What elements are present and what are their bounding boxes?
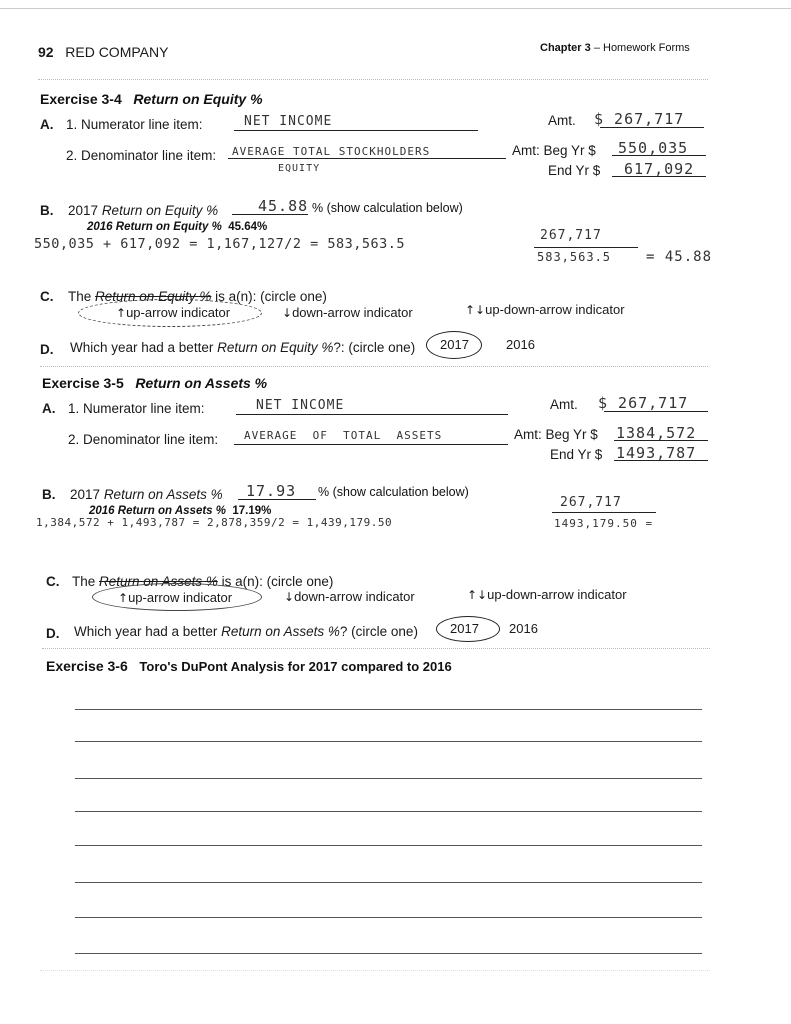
ex35-year-a[interactable]: 2017 xyxy=(450,621,479,636)
ex35-letter-c: C. xyxy=(46,574,60,589)
ex35-a2-value: AVERAGE OF TOTAL ASSETS xyxy=(244,429,443,442)
ex35-a2-line xyxy=(234,444,508,445)
ex36-title: Exercise 3-6 xyxy=(46,658,128,674)
ex34-a2-line xyxy=(228,158,506,159)
ex35-c-question: is a(n): (circle one) xyxy=(221,574,334,589)
ex34-year-b[interactable]: 2016 xyxy=(506,337,535,352)
ex34-b-2016 xyxy=(87,221,267,233)
ex36-subtitle: Toro's DuPont Analysis for 2017 compared to 2016 xyxy=(139,659,452,674)
ex35-d-pre: Which year had a better xyxy=(74,624,218,639)
ex34-subtitle: Return on Equity % xyxy=(133,91,263,107)
down-arrow-icon: ↓ xyxy=(282,306,293,320)
ex35-a2-label: 2. Denominator line item: xyxy=(68,432,219,447)
page-number: 92 xyxy=(38,44,54,60)
ex34-b-measure: Return on Equity % xyxy=(101,203,219,218)
ex34-frac-den: 583,563.5 xyxy=(537,250,612,264)
ex34-divider xyxy=(40,366,708,367)
ex34-letter-c: C. xyxy=(40,289,54,304)
ex35-end-label: End Yr $ xyxy=(550,447,603,462)
ex34-opt-down[interactable] xyxy=(282,305,413,320)
ex34-opt-up-label: up-arrow indicator xyxy=(126,305,231,320)
ex34-beg-value: 550,035 xyxy=(618,139,689,157)
ex34-beg-line xyxy=(612,155,706,156)
ex34-year-a[interactable]: 2017 xyxy=(440,337,469,352)
ex34-d-measure: Return on Equity % xyxy=(217,340,334,355)
answer-line-5[interactable] xyxy=(75,845,702,846)
ex35-opt-down-label: down-arrow indicator xyxy=(294,589,415,604)
ex34-d-line xyxy=(70,340,415,355)
ex34-frac-num: 267,717 xyxy=(540,228,602,243)
ex35-heading xyxy=(42,375,267,391)
ex34-b-2016-label: 2016 Return on Equity % xyxy=(87,221,222,233)
ex35-amt-line xyxy=(604,411,708,412)
ex34-end-value: 617,092 xyxy=(624,160,695,178)
ex34-b-year: 2017 xyxy=(68,203,99,218)
ex34-end-label: End Yr $ xyxy=(548,163,601,178)
ex35-a1-label: 1. Numerator line item: xyxy=(68,401,205,416)
ex34-a2-value-2: EQUITY xyxy=(278,163,321,174)
up-arrow-icon: ↑ xyxy=(116,306,127,320)
ex34-d-post: ?: (circle one) xyxy=(333,340,416,355)
ex35-letter-a: A. xyxy=(42,401,56,416)
top-scan-line xyxy=(0,8,791,9)
page-header xyxy=(38,44,168,60)
ex34-a1-value: NET INCOME xyxy=(244,114,333,129)
company-name: RED COMPANY xyxy=(65,44,169,60)
ex35-opt-up-label: up-arrow indicator xyxy=(128,590,233,605)
ex34-heading xyxy=(40,91,263,107)
ex34-amt-label: Amt. xyxy=(548,113,576,128)
ex35-year-b[interactable]: 2016 xyxy=(509,621,538,636)
ex35-frac-bar xyxy=(552,512,656,513)
down-arrow-icon: ↓ xyxy=(284,590,295,604)
ex35-d-post: ? (circle one) xyxy=(339,624,418,639)
ex34-a1-line xyxy=(234,130,478,131)
chapter-heading xyxy=(540,42,690,54)
ex34-a2-value-1: AVERAGE TOTAL STOCKHOLDERS xyxy=(232,145,431,158)
ex35-beg-value: 1384,572 xyxy=(616,424,697,442)
ex35-b-note: % (show calculation below) xyxy=(318,485,469,499)
ex34-c-the: The xyxy=(68,289,92,304)
ex34-opt-updown-label: up-down-arrow indicator xyxy=(485,302,625,317)
ex35-b-line xyxy=(70,487,223,502)
ex35-b-2016-value: 17.19% xyxy=(232,505,272,517)
ex35-end-line xyxy=(614,460,708,461)
chapter-title: Homework Forms xyxy=(603,42,690,54)
answer-line-2[interactable] xyxy=(75,741,702,742)
answer-line-6[interactable] xyxy=(75,882,702,883)
ex35-opt-up[interactable] xyxy=(118,590,232,605)
ex35-opt-updown-label: up-down-arrow indicator xyxy=(487,587,627,602)
ex35-b-value: 17.93 xyxy=(246,482,297,500)
ex34-a1-label: 1. Numerator line item: xyxy=(66,117,203,132)
ex34-opt-updown[interactable] xyxy=(465,302,625,317)
footer-divider xyxy=(40,970,710,971)
answer-line-7[interactable] xyxy=(75,917,702,918)
ex35-b-2016-label: 2016 Return on Assets % xyxy=(89,505,226,517)
ex34-opt-up[interactable] xyxy=(116,305,230,320)
ex35-frac-den: 1493,179.50 = xyxy=(554,517,654,530)
ex34-a2-label: 2. Denominator line item: xyxy=(66,148,217,163)
ex35-opt-down[interactable] xyxy=(284,589,415,604)
ex35-frac-num: 267,717 xyxy=(560,495,622,510)
ex34-letter-b: B. xyxy=(40,203,54,218)
up-arrow-icon: ↑ xyxy=(118,591,129,605)
ex35-letter-d: D. xyxy=(46,626,60,641)
ex35-a1-value: NET INCOME xyxy=(256,398,345,413)
ex34-c-question: is a(n): (circle one) xyxy=(215,289,327,304)
chapter-separator: – xyxy=(593,42,600,54)
ex35-a1-line xyxy=(236,414,508,415)
ex34-end-line xyxy=(612,176,706,177)
ex35-end-value: 1493,787 xyxy=(616,444,697,462)
answer-line-1[interactable] xyxy=(75,709,702,710)
ex34-d-pre: Which year had a better xyxy=(70,340,214,355)
ex34-c-measure: Return on Equity % xyxy=(95,289,212,304)
ex34-opt-down-label: down-arrow indicator xyxy=(292,305,413,320)
answer-line-3[interactable] xyxy=(75,778,702,779)
ex35-d-line xyxy=(74,624,418,639)
ex34-calc-line: 550,035 + 617,092 = 1,167,127/2 = 583,563.5 xyxy=(34,236,405,252)
up-down-arrow-icon: ↑↓ xyxy=(465,303,486,317)
ex35-b-year: 2017 xyxy=(70,487,101,502)
ex34-title: Exercise 3-4 xyxy=(40,91,122,107)
ex34-frac-bar xyxy=(534,247,638,248)
ex34-b-2016-value: 45.64% xyxy=(228,221,268,233)
ex34-b-value: 45.88 xyxy=(258,197,309,215)
up-down-arrow-icon: ↑↓ xyxy=(467,588,488,602)
ex34-letter-a: A. xyxy=(40,117,54,132)
answer-line-8[interactable] xyxy=(75,953,702,954)
ex34-b-line xyxy=(68,203,218,218)
ex35-title: Exercise 3-5 xyxy=(42,375,124,391)
ex34-frac-result: = 45.88 xyxy=(646,249,713,265)
ex35-letter-b: B. xyxy=(42,487,56,502)
ex35-calc-line: 1,384,572 + 1,493,787 = 2,878,359/2 = 1,439,179.50 xyxy=(36,516,393,529)
ex35-b-measure: Return on Assets % xyxy=(103,487,223,502)
ex35-subtitle: Return on Assets % xyxy=(135,375,268,391)
ex35-amt-label: Amt. xyxy=(550,397,578,412)
ex35-d-measure: Return on Assets % xyxy=(221,624,340,639)
header-divider xyxy=(38,79,708,80)
ex34-letter-d: D. xyxy=(40,342,54,357)
chapter-label: Chapter 3 xyxy=(540,42,591,54)
ex34-beg-label: Amt: Beg Yr $ xyxy=(512,143,596,158)
answer-line-4[interactable] xyxy=(75,811,702,812)
ex35-b-blank xyxy=(238,499,316,500)
ex34-b-blank xyxy=(232,214,308,215)
ex34-b-note: % (show calculation below) xyxy=(312,201,463,215)
ex35-beg-line xyxy=(614,440,708,441)
ex35-divider xyxy=(42,648,710,649)
ex36-heading xyxy=(46,658,452,674)
ex35-opt-updown[interactable] xyxy=(467,587,627,602)
ex34-amt-line xyxy=(600,127,704,128)
ex35-c-measure: Return on Assets % xyxy=(99,574,218,589)
ex35-c-the: The xyxy=(72,574,96,589)
ex34-amt-value: $ 267,717 xyxy=(594,110,685,128)
ex35-beg-label: Amt: Beg Yr $ xyxy=(514,427,598,442)
ex35-amt-value: $ 267,717 xyxy=(598,394,689,412)
